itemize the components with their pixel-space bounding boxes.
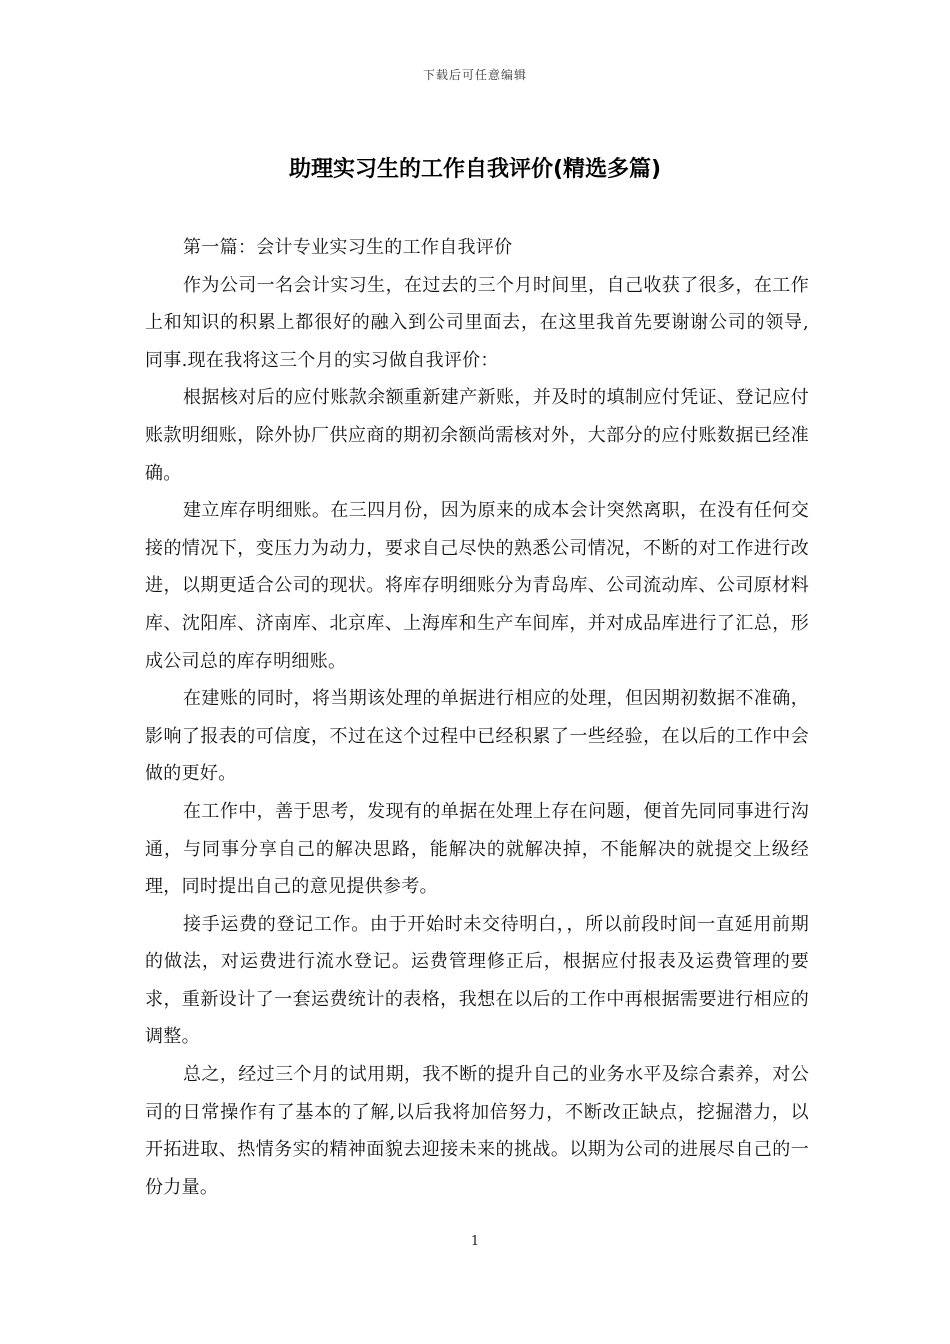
paragraph: 根据核对后的应付账款余额重新建产新账，并及时的填制应付凭证、登记应付账款明细账，除外协厂供应商的期初余额尚需核对外，大部分的应付账数据已经准确。 xyxy=(145,387,809,484)
paragraph: 接手运费的登记工作。由于开始时未交待明白，，所以前段时间一直延用前期的做法，对运费进行流水登记。运费管理修正后，根据应付报表及运费管理的要求，重新设计了一套运费统计的表格，我想在以后的工作中再根据需要进行相应的调整。 xyxy=(145,913,809,1048)
paragraph: 在工作中，善于思考，发现有的单据在处理上存在问题，便首先同同事进行沟通，与同事分享自己的解决思路，能解决的就解决掉，不能解决的就提交上级经理，同时提出自己的意见提供参考。 xyxy=(145,800,809,898)
paragraph: 总之，经过三个月的试用期，我不断的提升自己的业务水平及综合素养，对公司的日常操作有了基本的了解,以后我将加倍努力，不断改正缺点，挖掘潜力，以开拓进取、热情务实的精神面貌去迎接未来的挑战。以期为公司的进展尽自己的一份力量。 xyxy=(145,1064,809,1198)
header-note: 下载后可任意编辑 xyxy=(422,68,527,82)
section-heading: 第一篇：会计专业实习生的工作自我评价 xyxy=(183,237,513,258)
document-body xyxy=(145,229,809,1206)
paragraph: 在建账的同时，将当期该处理的单据进行相应的处理，但因期初数据不准确，影响了报表的可信度，不过在这个过程中已经积累了一些经验，在以后的工作中会做的更好。 xyxy=(145,688,809,785)
paragraph: 建立库存明细账。在三四月份，因为原来的成本会计突然离职，在没有任何交接的情况下，变压力为动力，要求自己尽快的熟悉公司情况，不断的对工作进行改进，以期更适合公司的现状。将库存明细账分为青岛库、公司流动库、公司原材料库、沈阳库、济南库、北京库、上海库和生产车间库，并对成品库进行了汇总，形成公司总的库存明细账。 xyxy=(145,500,809,672)
page-number: 1 xyxy=(470,1234,480,1249)
document-title: 助理实习生的工作自我评价(精选多篇) xyxy=(288,157,662,182)
paragraph: 作为公司一名会计实习生，在过去的三个月时间里，自己收获了很多，在工作上和知识的积累上都很好的融入到公司里面去，在这里我首先要谢谢公司的领导,同事.现在我将这三个月的实习做自我评价： xyxy=(145,274,809,371)
